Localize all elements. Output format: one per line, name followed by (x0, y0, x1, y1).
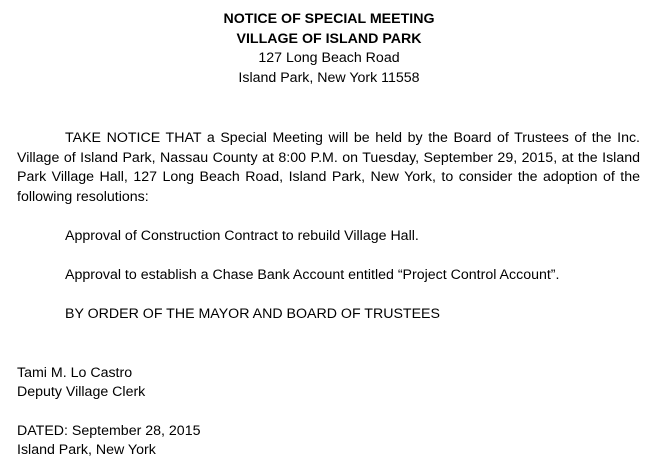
village-name: VILLAGE OF ISLAND PARK (236, 30, 422, 47)
signatory-name: Tami M. Lo Castro (17, 365, 133, 381)
dated-line: DATED: September 28, 2015 (17, 423, 201, 439)
address-city: Island Park, New York 11558 (238, 69, 420, 86)
signatory-title: Deputy Village Clerk (17, 384, 146, 400)
notice-paragraph: TAKE NOTICE THAT a Special Meeting will be held by the Board of Trustees of the Inc. Village of Island Park, Nassau County at 8:00 P.M. on Tuesday, September 29, 2015, at the Island Park Village Hall, 127 Long Beach Road, Island Park, New York, to consider the adoption of the following resolutions: (17, 130, 640, 205)
location-line: Island Park, New York (17, 442, 156, 458)
notice-header (0, 10, 658, 88)
notice-title: NOTICE OF SPECIAL MEETING (223, 11, 435, 27)
order-statement: BY ORDER OF THE MAYOR AND BOARD OF TRUSTEES (65, 306, 440, 322)
address-street: 127 Long Beach Road (258, 50, 400, 66)
resolution-2: Approval to establish a Chase Bank Account entitled “Project Control Account”. (65, 267, 560, 283)
resolution-1: Approval of Construction Contract to rebuild Village Hall. (65, 228, 419, 244)
